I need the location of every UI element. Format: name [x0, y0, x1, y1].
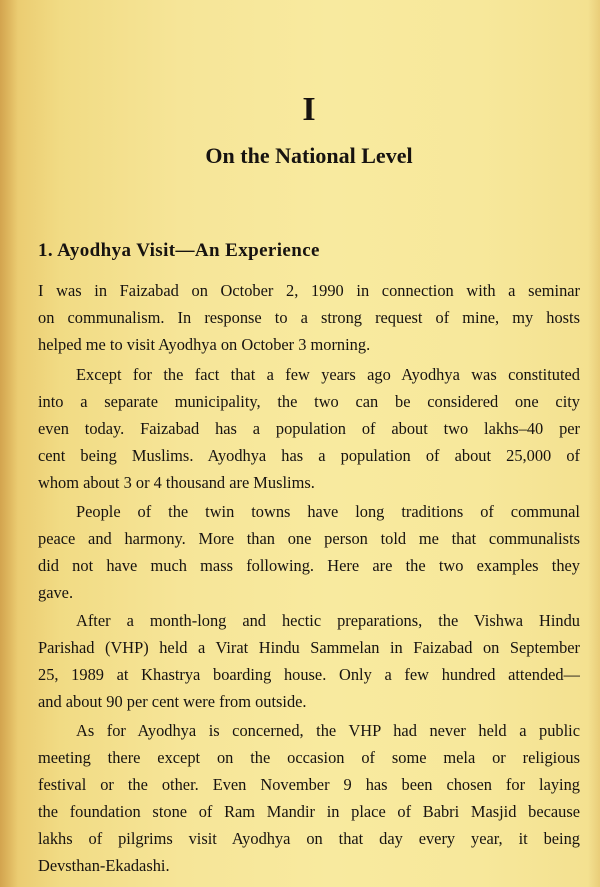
text-line: meeting there except on the occasion of some mela or religious: [38, 748, 580, 767]
text-line: cent being Muslims. Ayodhya has a population of about 25,000 of: [38, 446, 580, 465]
page-edge-shadow-left: [0, 0, 18, 887]
text-line: Devsthan-Ekadashi.: [38, 856, 170, 875]
text-line: lakhs of pilgrims visit Ayodhya on that day every year, it being: [38, 829, 580, 848]
paragraph-5: [38, 717, 580, 879]
text-line: gave.: [38, 583, 74, 602]
chapter-number: I: [302, 91, 316, 128]
paragraph-1: [38, 277, 580, 358]
text-line: Except for the fact that a few years ago Ayodhya was constituted: [76, 365, 580, 384]
text-line: People of the twin towns have long traditions of communal: [76, 502, 580, 521]
text-line: As for Ayodhya is concerned, the VHP had never held a public: [76, 721, 580, 740]
text-line: on communalism. In response to a strong request of mine, my hosts: [38, 308, 580, 327]
text-line: and about 90 per cent were from outside.: [38, 692, 307, 711]
text-line: Parishad (VHP) held a Virat Hindu Sammelan in Faizabad on September: [38, 638, 580, 657]
text-line: the foundation stone of Ram Mandir in place of Babri Masjid because: [38, 802, 580, 821]
text-line: After a month-long and hectic preparations, the Vishwa Hindu: [76, 611, 580, 630]
text-line: whom about 3 or 4 thousand are Muslims.: [38, 473, 315, 492]
text-line: helped me to visit Ayodhya on October 3 morning.: [38, 335, 371, 354]
text-line: even today. Faizabad has a population of about two lakhs–40 per: [38, 419, 580, 438]
paragraph-4: [38, 607, 580, 715]
paragraph-3: [38, 498, 580, 606]
page-edge-shadow-right: [588, 0, 600, 887]
text-line: did not have much mass following. Here are the two examples they: [38, 556, 580, 575]
paragraph-2: [38, 361, 580, 496]
text-line: festival or the other. Even November 9 has been chosen for laying: [38, 775, 580, 794]
text-line: peace and harmony. More than one person told me that communalists: [38, 529, 580, 548]
text-line: 25, 1989 at Khastrya boarding house. Only a few hundred attended—: [38, 665, 580, 684]
text-line: I was in Faizabad on October 2, 1990 in connection with a seminar: [38, 281, 580, 300]
section-heading: 1. Ayodhya Visit—An Experience: [38, 240, 320, 261]
book-page: [38, 0, 580, 887]
text-line: into a separate municipality, the two can be considered one city: [38, 392, 580, 411]
chapter-title: On the National Level: [205, 143, 413, 168]
